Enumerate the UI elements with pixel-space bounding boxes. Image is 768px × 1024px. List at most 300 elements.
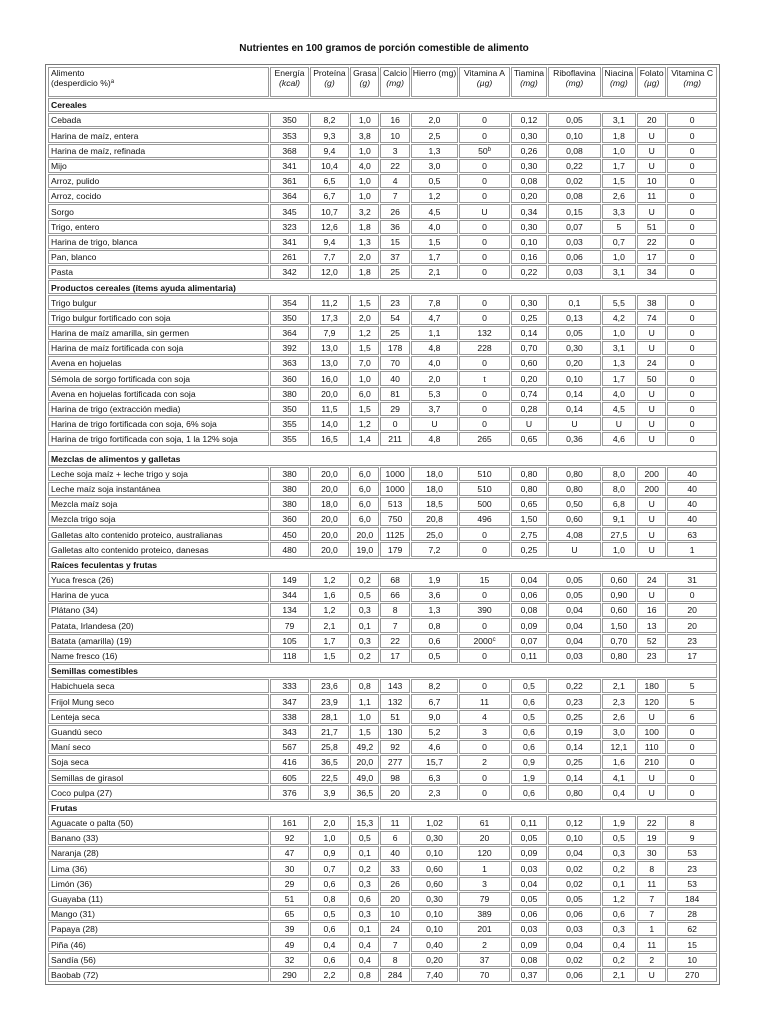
value-cell	[350, 816, 379, 830]
value-cell	[310, 159, 349, 173]
cell-value: 23	[687, 635, 697, 646]
value-cell	[667, 235, 717, 249]
value-cell	[548, 755, 601, 769]
value-cell	[310, 816, 349, 830]
value-cell	[380, 877, 409, 891]
cell-value: 61	[479, 818, 490, 829]
value-cell	[548, 159, 601, 173]
cell-value: 380	[282, 499, 297, 510]
value-cell	[310, 907, 349, 921]
cell-value: 149	[282, 575, 297, 586]
cell-value: 1125	[385, 529, 405, 540]
cell-value: 1,9	[612, 818, 625, 829]
cell-value: 510	[477, 468, 492, 479]
cell-value: Harina de trigo fortificada con soja, 6% soja	[51, 419, 217, 430]
value-cell	[602, 220, 636, 234]
value-cell	[350, 573, 379, 587]
cell-value: 0,34	[520, 206, 538, 217]
cell-value: 0	[482, 651, 487, 662]
value-cell	[411, 785, 459, 799]
cell-value: Guayaba (11)	[51, 894, 103, 905]
cell-value: U	[481, 206, 488, 217]
cell-value: 1,0	[358, 711, 371, 722]
value-cell	[270, 968, 308, 982]
value-cell	[637, 861, 666, 875]
value-cell	[637, 527, 666, 541]
cell-value: 0,1	[358, 620, 371, 631]
food-name-cell	[48, 588, 269, 602]
value-cell	[602, 387, 636, 401]
cell-value: 2	[482, 939, 487, 950]
cell-value: 15,7	[426, 757, 443, 768]
value-cell	[380, 649, 409, 663]
cell-value: 26	[390, 878, 400, 889]
value-cell	[511, 387, 547, 401]
value-cell	[548, 861, 601, 875]
value-cell	[270, 907, 308, 921]
cell-value: 12,1	[610, 742, 628, 753]
cell-value: 0,09	[520, 620, 538, 631]
value-cell	[602, 497, 636, 511]
value-cell	[511, 159, 547, 173]
cell-value: 2,0	[358, 312, 371, 323]
cell-value: 0	[482, 252, 487, 263]
cell-value: Frijol Mung seco	[51, 696, 115, 707]
section-title: Productos cereales (ítems ayuda alimentaria)	[48, 280, 717, 294]
value-cell	[380, 371, 409, 385]
food-name-cell	[48, 128, 269, 142]
value-cell	[459, 417, 510, 431]
value-cell	[270, 573, 308, 587]
value-cell	[667, 341, 717, 355]
cell-value: 1,9	[428, 575, 441, 586]
value-cell	[637, 937, 666, 951]
value-cell	[459, 250, 510, 264]
cell-value: 261	[282, 252, 297, 263]
value-cell	[411, 295, 459, 309]
cell-value: 0,03	[520, 924, 538, 935]
cell-value: 0	[689, 221, 695, 232]
cell-value: 4,7	[428, 312, 441, 323]
cell-value: 20,0	[321, 468, 338, 479]
value-cell	[548, 634, 601, 648]
header-name: Vitamina A	[464, 68, 505, 78]
cell-value: Plátano (34)	[51, 605, 98, 616]
cell-value: 30	[646, 848, 657, 859]
value-cell	[548, 831, 601, 845]
value-cell	[667, 846, 717, 860]
cell-value: 0,25	[520, 544, 538, 555]
table-row	[48, 482, 717, 496]
cell-value: 0,08	[566, 191, 583, 202]
cell-value: U	[648, 711, 655, 722]
cell-value: 368	[282, 145, 297, 156]
cell-value: 1	[649, 924, 655, 935]
value-cell	[310, 861, 349, 875]
cell-value: 6,7	[428, 696, 441, 707]
cell-value: 11	[480, 696, 489, 707]
table-row	[48, 113, 717, 127]
cell-value: 0	[482, 176, 487, 187]
cell-value: Avena en hojuelas fortificada con soja	[51, 388, 196, 399]
cell-value: 39	[284, 924, 295, 935]
value-cell	[380, 770, 409, 784]
value-cell	[270, 877, 308, 891]
value-cell	[602, 770, 636, 784]
cell-value: 16,0	[321, 373, 338, 384]
value-cell	[350, 341, 379, 355]
value-cell	[667, 634, 717, 648]
food-name-cell	[48, 892, 269, 906]
value-cell	[270, 467, 308, 481]
cell-value: 3,0	[428, 161, 441, 172]
value-cell	[548, 174, 601, 188]
value-cell	[310, 113, 349, 127]
cell-value: Mezcla trigo soja	[51, 514, 116, 525]
value-cell	[411, 417, 459, 431]
cell-value: 0	[689, 267, 695, 278]
section-title: Frutas	[48, 801, 717, 815]
cell-value: 1,0	[358, 145, 371, 156]
value-cell	[350, 710, 379, 724]
cell-value: 0,16	[520, 252, 538, 263]
cell-value: 5	[689, 696, 695, 707]
cell-value: 0,65	[520, 434, 538, 445]
value-cell	[548, 220, 601, 234]
value-cell	[350, 356, 379, 370]
cell-value: 1	[482, 863, 487, 874]
value-cell	[411, 128, 459, 142]
value-cell	[459, 892, 510, 906]
cell-value: Galletas alto contenido proteico, danesas	[51, 544, 209, 555]
value-cell	[667, 417, 717, 431]
header-name: Hierro (mg)	[412, 68, 457, 78]
table-row	[48, 467, 717, 481]
value-cell	[667, 174, 717, 188]
value-cell	[548, 371, 601, 385]
header-name: Calcio	[383, 68, 408, 78]
table-row	[48, 235, 717, 249]
value-cell	[459, 740, 510, 754]
value-cell	[667, 387, 717, 401]
value-cell	[459, 311, 510, 325]
value-cell	[270, 785, 308, 799]
value-cell	[270, 831, 308, 845]
cell-value: 6,5	[323, 176, 336, 187]
cell-value: 0,06	[520, 590, 538, 601]
value-cell	[350, 725, 379, 739]
header-name: Riboflavina	[553, 68, 596, 78]
cell-value: 15	[390, 236, 400, 247]
cell-value: Piña (46)	[51, 939, 86, 950]
value-cell	[411, 311, 459, 325]
value-cell	[548, 740, 601, 754]
value-cell	[637, 725, 666, 739]
value-cell	[637, 326, 666, 340]
food-name-cell	[48, 189, 269, 203]
cell-value: 8	[649, 863, 655, 874]
value-cell	[380, 892, 409, 906]
value-cell	[667, 204, 717, 218]
table-row	[48, 265, 717, 279]
cell-value: Arroz, cocido	[51, 191, 102, 202]
value-cell	[411, 113, 459, 127]
cell-value: Leche soja maíz + leche trigo y soja	[51, 468, 188, 479]
table-row	[48, 542, 717, 556]
cell-value: 4,1	[612, 772, 625, 783]
cell-value: 0,09	[520, 939, 538, 950]
cell-value: 26	[390, 206, 400, 217]
cell-value: Aguacate o palta (50)	[51, 818, 134, 829]
value-cell	[637, 204, 666, 218]
cell-value: 0,04	[566, 605, 583, 616]
value-cell	[310, 725, 349, 739]
value-cell	[270, 512, 308, 526]
cell-value: 1,5	[358, 343, 371, 354]
cell-value: U	[525, 419, 533, 430]
header-name: Energía	[274, 68, 305, 78]
cell-value: 24	[390, 924, 400, 935]
value-cell	[511, 588, 547, 602]
cell-value: 92	[284, 833, 295, 844]
cell-value: U	[648, 388, 655, 399]
table-row	[48, 634, 717, 648]
value-cell	[602, 725, 636, 739]
cell-value: 228	[477, 343, 492, 354]
cell-value: Limón (36)	[51, 878, 93, 889]
food-name-cell	[48, 204, 269, 218]
value-cell	[511, 922, 547, 936]
cell-value: 38	[646, 297, 657, 308]
value-cell	[637, 618, 666, 632]
cell-value: 13	[646, 620, 657, 631]
cell-value: 363	[282, 358, 297, 369]
value-cell	[548, 785, 601, 799]
cell-value: 0,12	[520, 115, 538, 126]
cell-value: 342	[282, 267, 297, 278]
cell-value: 0,8	[358, 681, 371, 692]
cell-value: 2,1	[612, 681, 625, 692]
value-cell	[350, 846, 379, 860]
value-cell	[270, 740, 308, 754]
value-cell	[310, 341, 349, 355]
value-cell	[411, 467, 459, 481]
value-cell	[380, 311, 409, 325]
value-cell	[270, 371, 308, 385]
cell-value: 0,4	[358, 954, 371, 965]
value-cell	[270, 846, 308, 860]
cell-value: 28,1	[321, 711, 338, 722]
table-row	[48, 371, 717, 385]
value-cell	[310, 311, 349, 325]
cell-value: 18,0	[321, 499, 338, 510]
food-name-cell	[48, 326, 269, 340]
cell-value: 0,06	[566, 969, 583, 980]
value-cell	[380, 785, 409, 799]
value-cell	[350, 892, 379, 906]
value-cell	[637, 387, 666, 401]
value-cell	[511, 220, 547, 234]
value-cell	[459, 831, 510, 845]
cell-value: 14,0	[321, 419, 338, 430]
value-cell	[350, 877, 379, 891]
cell-value: Harina de trigo (extracción media)	[51, 404, 181, 415]
header-food	[48, 67, 269, 97]
cell-value: 0,80	[520, 468, 538, 479]
value-cell	[411, 189, 459, 203]
value-cell	[637, 877, 666, 891]
cell-value: 6,0	[358, 388, 371, 399]
value-cell	[511, 417, 547, 431]
cell-value: 1,50	[610, 620, 628, 631]
cell-value: 2,0	[358, 252, 371, 263]
value-cell	[548, 694, 601, 708]
value-cell	[511, 527, 547, 541]
cell-value: 0,08	[520, 954, 538, 965]
value-cell	[637, 816, 666, 830]
value-cell	[411, 326, 459, 340]
cell-value: 0	[689, 343, 695, 354]
value-cell	[548, 341, 601, 355]
value-cell	[310, 512, 349, 526]
value-cell	[511, 204, 547, 218]
value-cell	[380, 740, 409, 754]
cell-value: 0,06	[566, 252, 583, 263]
cell-value: 40	[687, 468, 697, 479]
cell-value: 0,05	[566, 115, 583, 126]
table-row	[48, 968, 717, 982]
cell-value: 0,74	[520, 388, 538, 399]
cell-value: 143	[387, 681, 403, 692]
value-cell	[637, 341, 666, 355]
value-cell	[548, 235, 601, 249]
value-cell	[459, 877, 510, 891]
value-cell	[310, 922, 349, 936]
cell-value: Semillas de girasol	[51, 772, 124, 783]
cell-value: 5,2	[428, 726, 441, 737]
cell-value: 62	[687, 924, 697, 935]
cell-value: 20	[646, 115, 657, 126]
value-cell	[637, 174, 666, 188]
value-cell	[411, 846, 459, 860]
cell-value: 361	[282, 176, 297, 187]
value-cell	[511, 907, 547, 921]
value-cell	[511, 846, 547, 860]
value-cell	[380, 356, 409, 370]
value-cell	[667, 265, 717, 279]
cell-value: 20,0	[321, 514, 338, 525]
cell-value: 1,0	[612, 252, 625, 263]
cell-value: 0,08	[520, 176, 538, 187]
cell-value: 0,6	[323, 924, 336, 935]
table-row	[48, 326, 717, 340]
cell-value: 34	[646, 267, 657, 278]
value-cell	[459, 907, 510, 921]
value-cell	[411, 861, 459, 875]
value-cell	[602, 113, 636, 127]
value-cell	[270, 113, 308, 127]
value-cell	[350, 603, 379, 617]
cell-value: 8,2	[323, 115, 336, 126]
header-name: Proteína	[313, 68, 346, 78]
value-cell	[270, 816, 308, 830]
value-cell	[602, 755, 636, 769]
cell-value: 10,7	[321, 206, 338, 217]
cell-value: 8,2	[428, 681, 441, 692]
cell-value: 51	[646, 221, 657, 232]
value-cell	[511, 174, 547, 188]
value-cell	[511, 861, 547, 875]
table-row	[48, 618, 717, 632]
food-name-cell	[48, 235, 269, 249]
cell-value: 0,22	[566, 681, 583, 692]
cell-value: 355	[282, 434, 297, 445]
table-row	[48, 831, 717, 845]
table-row	[48, 710, 717, 724]
value-cell	[459, 770, 510, 784]
cell-value: 3,7	[428, 404, 441, 415]
cell-value: 15,3	[356, 818, 374, 829]
cell-value: Lenteja seca	[51, 711, 100, 722]
cell-value: 2,1	[428, 267, 441, 278]
food-name-cell	[48, 937, 269, 951]
cell-value: 0,9	[522, 757, 535, 768]
food-name-cell	[48, 861, 269, 875]
value-cell	[511, 497, 547, 511]
cell-value: 0	[689, 161, 695, 172]
section-header	[48, 558, 717, 572]
cell-value: 5	[616, 221, 622, 232]
value-cell	[667, 785, 717, 799]
cell-value: 2,0	[323, 818, 336, 829]
table-row	[48, 497, 717, 511]
cell-value: Trigo, entero	[51, 221, 100, 232]
value-cell	[411, 892, 459, 906]
cell-value: 1,4	[358, 434, 371, 445]
cell-value: Yuca fresca (26)	[51, 575, 114, 586]
food-name-cell	[48, 220, 269, 234]
table-body	[48, 67, 717, 982]
cell-value: 1,0	[612, 544, 625, 555]
cell-value: 65	[284, 909, 295, 920]
cell-value: 0,5	[522, 711, 535, 722]
cell-value: 5,3	[428, 388, 441, 399]
cell-value: 0,60	[610, 605, 628, 616]
cell-value: 0	[689, 115, 695, 126]
cell-value: 1000	[385, 468, 405, 479]
cell-value: 0	[482, 221, 487, 232]
section-header	[48, 801, 717, 815]
cell-value: 7,8	[428, 297, 441, 308]
cell-value: 416	[282, 757, 297, 768]
value-cell	[411, 694, 459, 708]
value-cell	[459, 356, 510, 370]
cell-value: 19,0	[356, 544, 374, 555]
value-cell	[602, 679, 636, 693]
value-cell	[380, 417, 409, 431]
value-cell	[350, 542, 379, 556]
cell-value: 0,30	[566, 343, 583, 354]
value-cell	[637, 710, 666, 724]
value-cell	[637, 831, 666, 845]
table-row	[48, 785, 717, 799]
value-cell	[459, 159, 510, 173]
cell-value: Pan, blanco	[51, 252, 97, 263]
header-unit: (kcal)	[279, 77, 301, 88]
cell-value: 6,0	[358, 468, 371, 479]
cell-value: 3,6	[428, 590, 441, 601]
cell-value: 341	[282, 236, 297, 247]
